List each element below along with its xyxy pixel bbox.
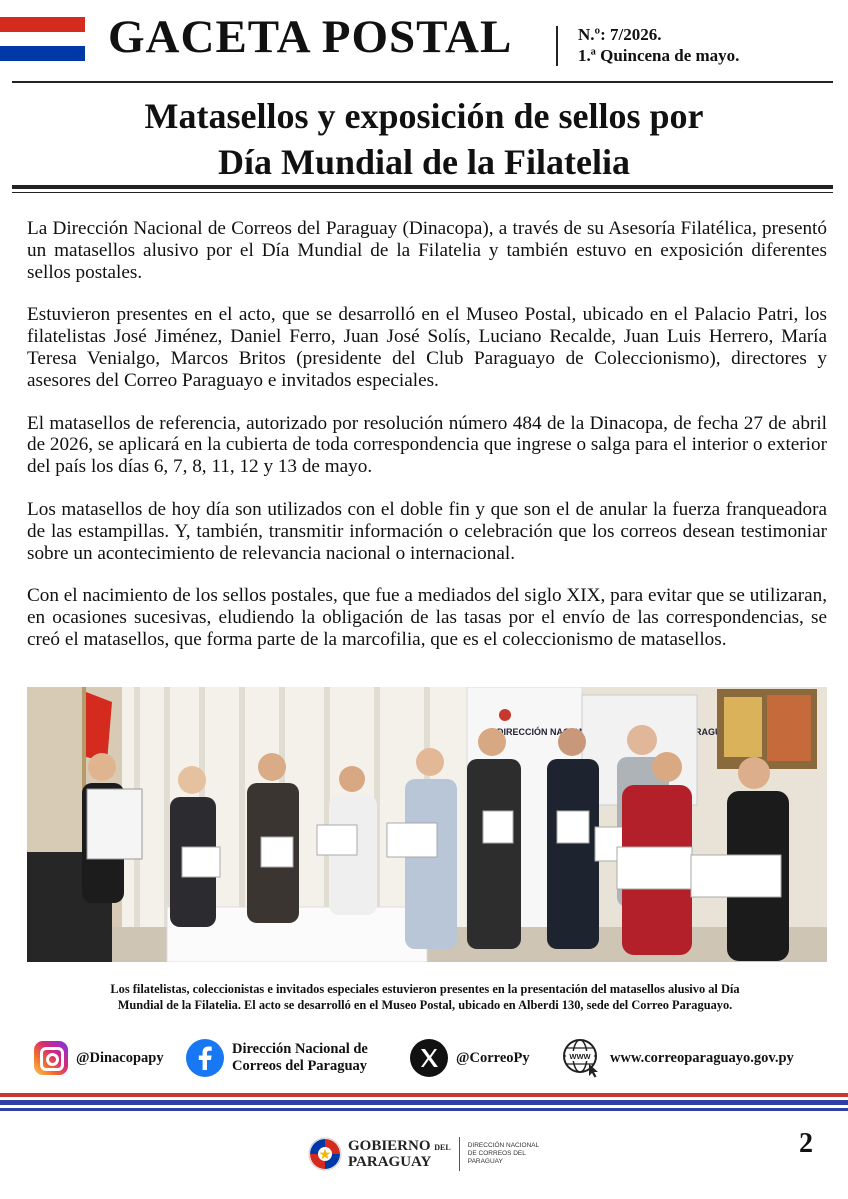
social-x[interactable] — [410, 1038, 530, 1078]
headline-rule-thin — [12, 192, 833, 193]
headline-line-1: Matasellos y exposición de sellos por — [144, 96, 704, 136]
top-rule — [12, 81, 833, 83]
event-photo-illustration — [27, 687, 827, 962]
gov-name-line-1: GOBIERNO — [348, 1137, 431, 1154]
gov-directorate-line-2: DE CORREOS DEL — [467, 1150, 526, 1157]
issue-number: N.º: 7/2026. — [578, 25, 662, 44]
paragraph: El matasellos de referencia, autorizado por resolución número 484 de la Dinacopa, de fecha 27 de abril de 2026, se aplicará en la cubierta de toda correspondencia que ingrese o salga para el interior o exterior del país los días 6, 7, 8, 11, 12 y 13 de mayo. — [27, 412, 827, 478]
masthead-title: GACETA POSTAL — [108, 11, 513, 63]
x-icon — [410, 1039, 448, 1077]
social-facebook[interactable] — [186, 1038, 368, 1078]
paragraph: Con el nacimiento de los sellos postales, que fue a mediados del siglo XIX, para evitar que se utilizaran, en ocasiones sucesivas, eludiendo la obligación de las tasas por el envío de las correspondencias, se creó el matasellos, que forma parte de la marcofilia, que es el coleccionismo de matasellos. — [27, 585, 827, 650]
paragraph: Estuvieron presentes en el acto, que se desarrolló en el Museo Postal, ubicado en el Palacio Patri, los filatelistas José Jiménez, Daniel Ferro, Juan José Solís, Luciano Recalde, Juan Luis Herrero, María Teresa Venialgo, Marcos Britos (presidente del Club Paraguayo de Coleccionismo), directores y asesores del Correo Paraguayo e invitados especiales. — [27, 304, 827, 391]
masthead-divider — [556, 26, 558, 66]
gov-name-del: DEL — [434, 1142, 451, 1152]
paraguay-star-emblem-icon — [308, 1137, 342, 1171]
svg-text:WWW: WWW — [569, 1052, 591, 1061]
government-logo — [308, 1137, 558, 1171]
caption-line-2: Mundial de la Filatelia. El acto se desarrolló en el Museo Postal, ubicado en Alberdi 130, sede del Correo Paraguayo. — [117, 998, 733, 1012]
photo-caption — [40, 981, 810, 1013]
gov-name-line-2: PARAGUAY — [348, 1153, 432, 1170]
caption-line-1: Los filatelistas, coleccionistas e invitados especiales estuvieron presentes en la presentación del matasellos alusivo al Día — [110, 982, 740, 996]
gov-logo-divider — [459, 1137, 460, 1171]
footer-stripe-blue-thin — [0, 1108, 848, 1111]
gov-directorate-line-3: PARAGUAY — [467, 1158, 503, 1165]
instagram-icon — [34, 1041, 68, 1075]
gov-name — [348, 1139, 451, 1170]
social-instagram[interactable] — [34, 1038, 164, 1078]
facebook-name — [232, 1041, 368, 1075]
paragraph: La Dirección Nacional de Correos del Paraguay (Dinacopa), a través de su Asesoría Filatélica, presentó un matasellos alusivo por el Día Mundial de la Filatelia y también estuvo en exposición diferentes sellos postales. — [27, 218, 827, 283]
instagram-handle: @Dinacopapy — [76, 1049, 164, 1066]
event-photo — [27, 687, 827, 962]
gov-directorate-line-1: DIRECCIÓN NACIONAL — [467, 1142, 540, 1149]
page-number: 2 — [799, 1128, 813, 1159]
article-headline — [12, 93, 836, 185]
footer-stripe-red — [0, 1093, 848, 1097]
social-web[interactable] — [562, 1038, 794, 1078]
photo-banner-text: DIRECCIÓN PARAGUAY — [497, 727, 734, 737]
globe-cursor-icon — [562, 1038, 602, 1078]
headline-line-2: Día Mundial de la Filatelia — [217, 142, 630, 182]
facebook-name-line-1: Dirección Nacional de — [232, 1041, 368, 1057]
paragraph: Los matasellos de hoy día son utilizados con el doble fin y que son el de anular la fuerza franqueadora de las estampillas. Y, también, transmitir información o celebración que los correos desean testimoniar sobre un acontecimiento de relevancia nacional o internacional. — [27, 498, 827, 564]
footer-stripe-blue — [0, 1100, 848, 1105]
article-body — [27, 218, 827, 672]
facebook-name-line-2: Correos del Paraguay — [232, 1058, 368, 1074]
x-handle: @CorreoPy — [456, 1049, 530, 1066]
issue-period: 1.ª Quincena de mayo. — [578, 46, 740, 65]
headline-rule-thick — [12, 185, 833, 189]
facebook-icon — [186, 1039, 224, 1077]
issue-info — [578, 24, 739, 66]
web-url: www.correoparaguayo.gov.py — [610, 1049, 794, 1066]
gov-directorate — [468, 1142, 558, 1166]
paraguay-flag — [0, 17, 85, 61]
